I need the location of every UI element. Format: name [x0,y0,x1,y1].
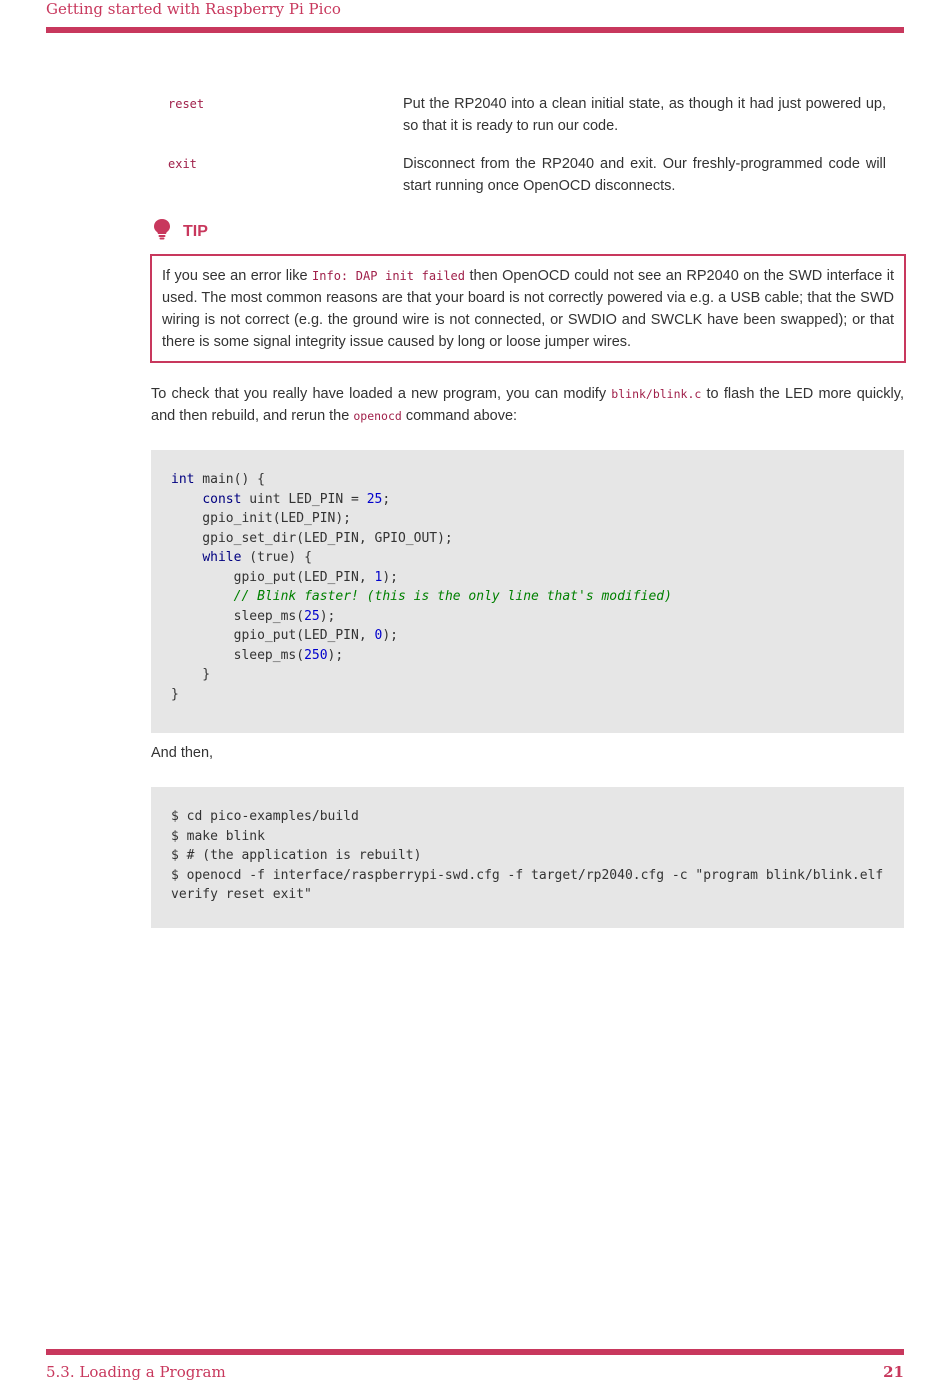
footer-section-title: 5.3. Loading a Program [46,1363,226,1381]
paragraph-text-2: to flash the LED more quickly, and then rebuild, and rerun the [151,386,904,424]
footer-rule [46,1349,904,1355]
inline-code-blink-file: blink/blink.c [611,387,702,401]
tip-error-code: Info: DAP init failed [312,269,465,283]
c-code-listing: int main() { const uint LED_PIN = 25; gpio_init(LED_PIN); gpio_set_dir(LED_PIN, GPIO_OUT); while (true) { gpio_put(LED_PIN, 1); // Blink faster! (this is the only line that's modified) sleep_ms(25); gpio_put(LED_PIN, 0); sleep_ms(250); } } [171,472,672,702]
shell-code-block [151,787,904,928]
paragraph-text-3: command above: [401,408,518,424]
paragraph-text-1: To check that you really have loaded a new program, you can modify [151,386,612,402]
tip-callout [150,254,906,363]
page-number: 21 [883,1363,904,1381]
c-code-block [151,450,904,733]
command-term-reset: reset [168,97,205,111]
and-then-paragraph: And then, [151,745,214,761]
tip-text-end: then OpenOCD could not see an RP2040 on the SWD interface it used. The most common reasons are that your board is not correctly powered via e.g. a USB cable; that the SWD wiring is not correct (e.g. the ground wire is not connected, or SWDIO and SWCLK have been swapped); or that there is some signal integrity issue caused by long or loose jumper wires. [162,268,894,350]
command-description-exit: Disconnect from the RP2040 and exit. Our freshly-programmed code will start running once OpenOCD disconnects. [403,156,886,194]
header-rule [46,27,904,33]
lightbulb-icon [152,218,183,245]
shell-listing: $ cd pico-examples/build $ make blink $ # (the application is rebuilt) $ openocd -f interface/raspberrypi-swd.cfg -f target/rp2040.cfg -c "program blink/blink.elf verify reset exit" [171,809,884,902]
instruction-paragraph [151,383,904,427]
tip-heading [152,218,208,245]
command-description-reset: Put the RP2040 into a clean initial state, as though it had just powered up, so that it is ready to run our code. [403,96,886,134]
tip-text-start: If you see an error like [162,268,313,284]
command-term-exit: exit [168,157,197,171]
running-header-title: Getting started with Raspberry Pi Pico [46,0,341,18]
inline-code-openocd: openocd [353,409,402,423]
tip-label: TIP [183,222,208,240]
